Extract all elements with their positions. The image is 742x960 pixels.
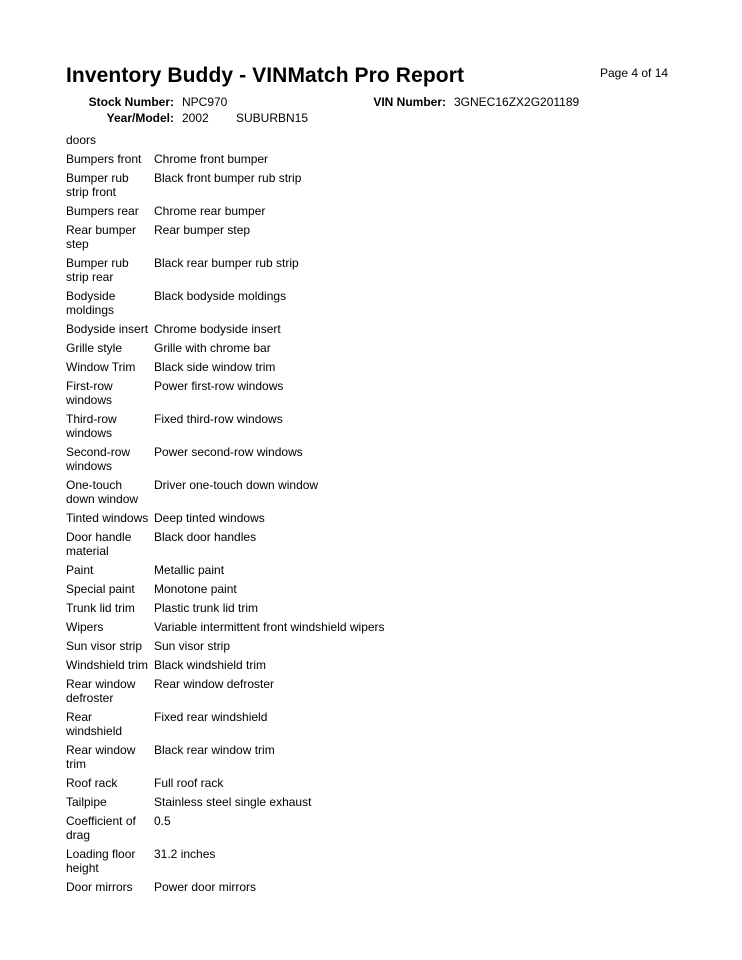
spec-name: Door mirrors <box>66 880 133 894</box>
vin-number-label: VIN Number: <box>373 95 446 109</box>
spec-value: Black front bumper rub strip <box>154 171 302 185</box>
page-number: Page 4 of 14 <box>600 66 669 80</box>
spec-name: Loading floor height <box>66 847 136 875</box>
spec-table <box>66 130 426 896</box>
spec-name: Coefficient of drag <box>66 814 136 842</box>
spec-row <box>66 740 426 773</box>
spec-value: Black rear bumper rub strip <box>154 256 299 270</box>
report-title: Inventory Buddy - VINMatch Pro Report <box>66 64 465 87</box>
spec-name: Bodyside insert <box>66 322 149 336</box>
spec-row <box>66 338 426 357</box>
spec-name: Special paint <box>66 582 135 596</box>
spec-value: Power second-row windows <box>154 445 303 459</box>
spec-name: Bodyside moldings <box>66 289 116 317</box>
spec-row <box>66 636 426 655</box>
year-model-label: Year/Model: <box>106 111 174 125</box>
spec-name: Wipers <box>66 620 104 634</box>
spec-row <box>66 220 426 253</box>
spec-value: Deep tinted windows <box>154 511 265 525</box>
spec-row <box>66 773 426 792</box>
spec-name: Bumpers front <box>66 152 142 166</box>
spec-name: Door handle material <box>66 530 132 558</box>
spec-value: Rear bumper step <box>154 223 251 237</box>
spec-value: Power door mirrors <box>154 880 257 894</box>
spec-row <box>66 617 426 636</box>
spec-row <box>66 149 426 168</box>
spec-row <box>66 319 426 338</box>
spec-row <box>66 357 426 376</box>
model-value: SUBURBN15 <box>236 111 309 125</box>
spec-name: Window Trim <box>66 360 136 374</box>
spec-name: Tailpipe <box>66 795 107 809</box>
spec-value: Monotone paint <box>154 582 237 596</box>
stock-number-value: NPC970 <box>182 95 228 109</box>
spec-value: Grille with chrome bar <box>154 341 271 355</box>
spec-value: Plastic trunk lid trim <box>154 601 259 615</box>
spec-name: First-row windows <box>66 379 113 407</box>
spec-value: Full roof rack <box>154 776 224 790</box>
spec-name: Bumper rub strip rear <box>66 256 129 284</box>
spec-row <box>66 286 426 319</box>
spec-value: 31.2 inches <box>154 847 216 861</box>
spec-row <box>66 560 426 579</box>
spec-name: Trunk lid trim <box>66 601 135 615</box>
spec-name: One-touch down window <box>66 478 139 506</box>
spec-row <box>66 674 426 707</box>
spec-row <box>66 877 426 896</box>
spec-row <box>66 475 426 508</box>
spec-row <box>66 707 426 740</box>
spec-value: Variable intermittent front windshield wipers <box>154 620 385 634</box>
spec-row <box>66 598 426 617</box>
spec-name: Rear window trim <box>66 743 136 771</box>
spec-name: Rear bumper step <box>66 223 137 251</box>
spec-row <box>66 655 426 674</box>
spec-value: Black windshield trim <box>154 658 267 672</box>
spec-value: Metallic paint <box>154 563 225 577</box>
spec-value: Chrome front bumper <box>154 152 269 166</box>
spec-name: Windshield trim <box>66 658 149 672</box>
spec-value: Black bodyside moldings <box>154 289 287 303</box>
spec-value: Chrome rear bumper <box>154 204 266 218</box>
spec-name: Rear window defroster <box>66 677 136 705</box>
spec-value: 0.5 <box>154 814 171 828</box>
spec-name: Roof rack <box>66 776 118 790</box>
spec-name: Grille style <box>66 341 123 355</box>
spec-value: Driver one-touch down window <box>154 478 319 492</box>
spec-row <box>66 527 426 560</box>
spec-name: Rear windshield <box>66 710 123 738</box>
spec-name: Paint <box>66 563 94 577</box>
continued-row <box>66 130 426 149</box>
spec-value: Rear window defroster <box>154 677 275 691</box>
spec-value: Fixed third-row windows <box>154 412 283 426</box>
spec-rows <box>66 149 426 896</box>
spec-row <box>66 811 426 844</box>
spec-row <box>66 168 426 201</box>
spec-value: Power first-row windows <box>154 379 284 393</box>
spec-name: Tinted windows <box>66 511 149 525</box>
spec-name: Bumper rub strip front <box>66 171 129 199</box>
spec-row <box>66 253 426 286</box>
spec-value: Black side window trim <box>154 360 276 374</box>
spec-name: Second-row windows <box>66 445 131 473</box>
spec-name: Third-row windows <box>66 412 117 440</box>
spec-row <box>66 201 426 220</box>
spec-row <box>66 579 426 598</box>
spec-value: Fixed rear windshield <box>154 710 268 724</box>
spec-row <box>66 409 426 442</box>
spec-row <box>66 844 426 877</box>
spec-row <box>66 508 426 527</box>
spec-value: Black door handles <box>154 530 257 544</box>
year-value: 2002 <box>182 111 209 125</box>
spec-row <box>66 376 426 409</box>
spec-name: Sun visor strip <box>66 639 143 653</box>
spec-value: Sun visor strip <box>154 639 231 653</box>
spec-value: Chrome bodyside insert <box>154 322 281 336</box>
continued-text: doors <box>66 133 97 147</box>
spec-row <box>66 442 426 475</box>
spec-value: Black rear window trim <box>154 743 275 757</box>
stock-number-label: Stock Number: <box>88 95 174 109</box>
spec-row <box>66 792 426 811</box>
spec-value: Stainless steel single exhaust <box>154 795 312 809</box>
vin-number-value: 3GNEC16ZX2G201189 <box>454 95 580 109</box>
spec-name: Bumpers rear <box>66 204 139 218</box>
